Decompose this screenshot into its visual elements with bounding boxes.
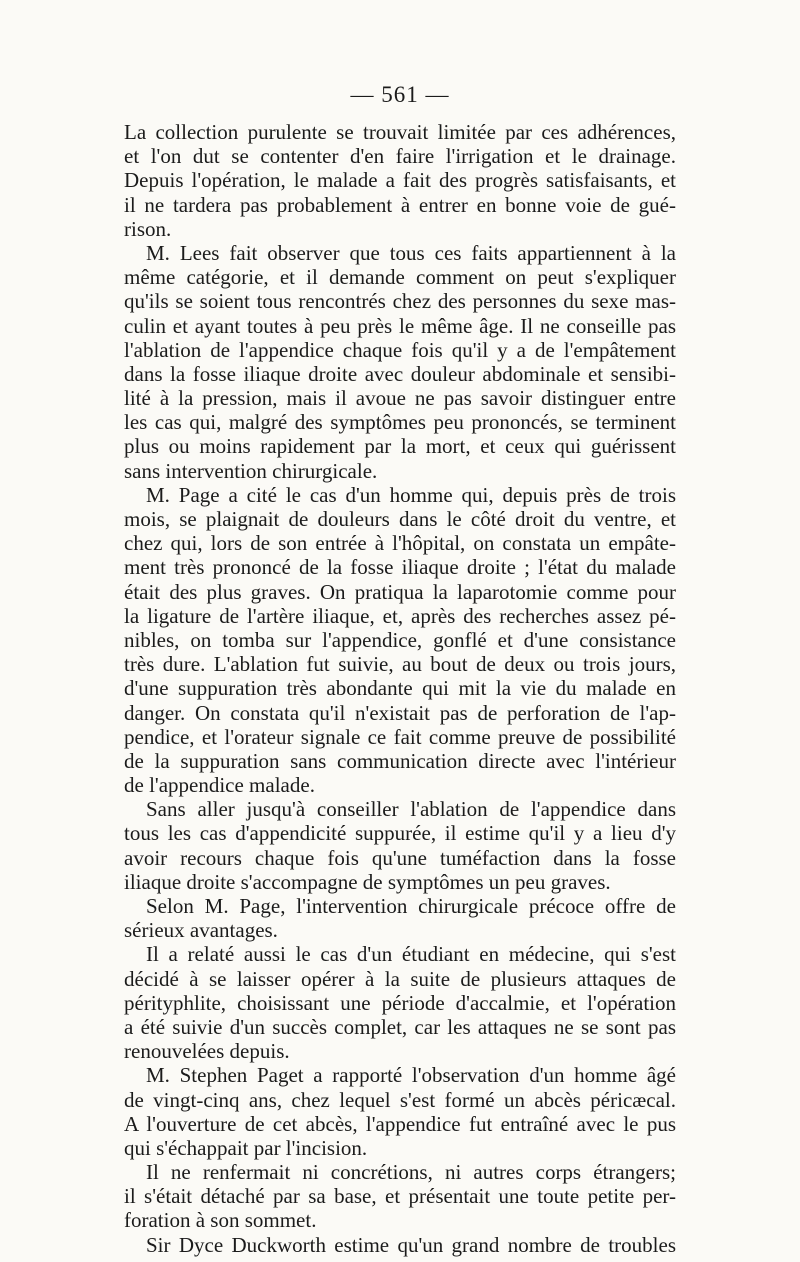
text-line: Depuis l'opération, le malade a fait des progrès satisfaisants, et bbox=[124, 168, 676, 193]
body-text bbox=[124, 120, 676, 1257]
text-line: Sir Dyce Duckworth estime qu'un grand nombre de troubles bbox=[146, 1232, 676, 1257]
text-line: Sans aller jusqu'à conseiller l'ablation de l'appendice dans bbox=[146, 797, 676, 822]
text-line: l'ablation de l'appendice chaque fois qu'il y a de l'empâtement bbox=[124, 337, 676, 362]
text-line: La collection purulente se trouvait limitée par ces adhérences, bbox=[124, 120, 676, 144]
text-line: de l'appendice malade. bbox=[124, 773, 315, 798]
text-line: sans intervention chirurgicale. bbox=[124, 458, 378, 483]
text-line: était des plus graves. On pratiqua la laparotomie comme pour bbox=[124, 579, 676, 604]
text-line: a été suivie d'un succès complet, car les attaques ne se sont pas bbox=[124, 1014, 676, 1039]
text-line: décidé à se laisser opérer à la suite de plusieurs attaques de bbox=[124, 966, 676, 991]
text-line: et l'on dut se contenter d'en faire l'irrigation et le drainage. bbox=[124, 144, 676, 169]
text-line: pendice, et l'orateur signale ce fait comme preuve de possibilité bbox=[124, 724, 676, 749]
text-line: foration à son sommet. bbox=[124, 1208, 317, 1233]
text-line: iliaque droite s'accompagne de symptômes un peu graves. bbox=[124, 869, 611, 894]
text-line: mois, se plaignait de douleurs dans le côté droit du ventre, et bbox=[124, 507, 676, 531]
text-line: très dure. L'ablation fut suivie, au bout de deux ou trois jours, bbox=[124, 652, 676, 677]
text-line: sérieux avantages. bbox=[124, 918, 278, 943]
text-line: M. Lees fait observer que tous ces faits appartiennent à la bbox=[146, 240, 676, 265]
text-line: il s'était détaché par sa base, et présentait une toute petite per- bbox=[124, 1184, 676, 1209]
text-line: A l'ouverture de cet abcès, l'appendice fut entraîné avec le pus bbox=[124, 1111, 676, 1136]
text-line: rison. bbox=[124, 216, 172, 241]
text-line: renouvelées depuis. bbox=[124, 1039, 290, 1064]
text-line: danger. On constata qu'il n'existait pas de perforation de l'ap- bbox=[124, 700, 676, 725]
text-line: M. Stephen Paget a rapporté l'observation d'un homme âgé bbox=[146, 1063, 676, 1088]
text-line: de la suppuration sans communication directe avec l'intérieur bbox=[124, 748, 676, 773]
text-line: lité à la pression, mais il avoue ne pas savoir distinguer entre bbox=[124, 386, 676, 411]
text-line: nibles, on tomba sur l'appendice, gonflé et d'une consistance bbox=[124, 627, 676, 652]
text-line: qui s'échappait par l'incision. bbox=[124, 1135, 368, 1160]
text-line: Selon M. Page, l'intervention chirurgicale précoce offre de bbox=[146, 894, 676, 918]
text-line: M. Page a cité le cas d'un homme qui, depuis près de trois bbox=[146, 482, 676, 507]
text-line: ment très prononcé de la fosse iliaque droite ; l'état du malade bbox=[124, 555, 676, 580]
text-line: dans la fosse iliaque droite avec douleur abdominale et sensibi- bbox=[124, 361, 676, 386]
text-line: chez qui, lors de son entrée à l'hôpital, on constata un empâte- bbox=[124, 531, 676, 556]
text-line: la ligature de l'artère iliaque, et, après des recherches assez pé- bbox=[124, 603, 676, 628]
text-line: culin et ayant toutes à peu près le même âge. Il ne conseille pas bbox=[124, 313, 676, 338]
text-line: avoir recours chaque fois qu'une tuméfaction dans la fosse bbox=[124, 845, 676, 870]
text-line: de vingt-cinq ans, chez lequel s'est formé un abcès péricæcal. bbox=[124, 1087, 676, 1112]
text-line: pérityphlite, choisissant une période d'accalmie, et l'opération bbox=[124, 990, 676, 1015]
text-line: il ne tardera pas probablement à entrer en bonne voie de gué- bbox=[124, 192, 676, 217]
text-line: Il a relaté aussi le cas d'un étudiant en médecine, qui s'est bbox=[146, 942, 676, 967]
text-line: Il ne renfermait ni concrétions, ni autres corps étrangers; bbox=[146, 1160, 676, 1185]
text-line: tous les cas d'appendicité suppurée, il estime qu'il y a lieu d'y bbox=[124, 821, 676, 846]
text-line: d'une suppuration très abondante qui mit la vie du malade en bbox=[124, 676, 676, 701]
text-line: plus ou moins rapidement par la mort, et ceux qui guérissent bbox=[124, 434, 676, 459]
text-line: qu'ils se soient tous rencontrés chez des personnes du sexe mas- bbox=[124, 289, 676, 314]
page-number: — 561 — bbox=[350, 82, 450, 107]
text-line: même catégorie, et il demande comment on peut s'expliquer bbox=[124, 265, 676, 290]
text-line: les cas qui, malgré des symptômes peu prononcés, se terminent bbox=[124, 410, 676, 435]
